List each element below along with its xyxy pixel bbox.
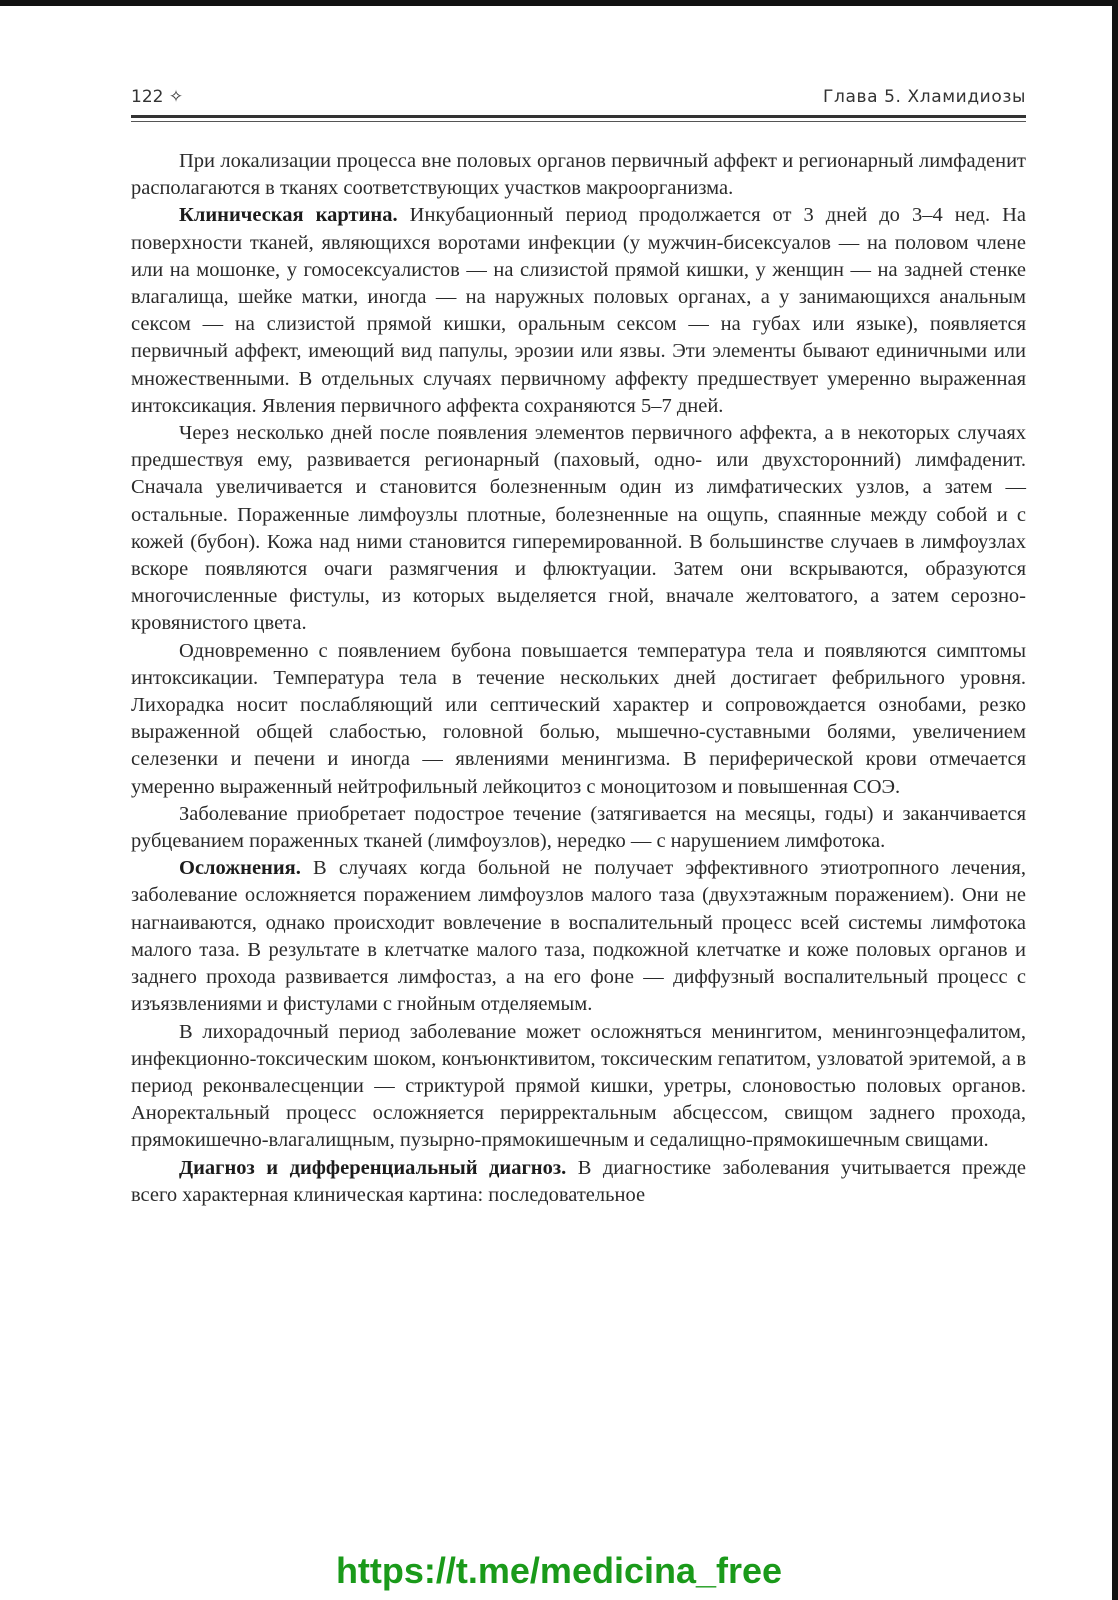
paragraph-lead: Клиническая картина. (179, 204, 398, 227)
paragraph-lead: Осложнения. (179, 857, 301, 880)
telegram-link[interactable]: https://t.me/medicina_free (335, 1550, 783, 1591)
paragraph (131, 148, 1026, 202)
paragraph-lead: Диагноз и дифференциальный диагноз. (179, 1156, 567, 1179)
page-body (131, 148, 1026, 1209)
paragraph-text: При локализации процесса вне половых органов первичный аффект и регионарный лимфаденит располагаются в тканях соответствующих участков макроорганизма. (131, 150, 1026, 200)
paragraph (131, 1155, 1026, 1209)
paragraph (131, 420, 1026, 638)
paragraph-text: Одновременно с появлением бубона повышается температура тела и появляются симптомы интоксикации. Температура тела в течение нескольких дней достигает фебрильного уровня. Лихорадка носит послабляющий или септический характер и сопровождается ознобами, резко выраженной общей слабостью, головной болью, мышечно-суставными болями, увеличением селезенки и печени и иногда — явлениями менингизма. В периферической крови отмечается умеренно выраженный нейтрофильный лейкоцитоз с моноцитозом и повышенная СОЭ. (131, 639, 1026, 798)
header-rule-thick (131, 115, 1026, 118)
paragraph-text: Инкубационный период продолжается от 3 дней до 3–4 нед. На поверхности тканей, являющихся воротами инфекции (у мужчин-бисексуалов — на половом члене или на мошонке, у гомосексуалистов — на слизистой прямой кишки, у женщин — на задней стенке влагалища, шейке матки, иногда — на наружных половых органах, а у занимающихся анальным сексом — на слизистой прямой кишки, оральным сексом — на губах или языке), появляется первичный аффект, имеющий вид папулы, эрозии или язвы. Эти элементы бывают единичными или множественными. В отдельных случаях первичному аффекту предшествует умеренно выраженная интоксикация. Явления первичного аффекта сохраняются 5–7 дней. (131, 204, 1026, 417)
paragraph-text: В лихорадочный период заболевание может осложняться менингитом, менингоэнцефалитом, инфекционно-токсическим шоком, конъюнктивитом, токсическим гепатитом, узловатой эритемой, а в период реконвалесценции — стриктурой прямой кишки, уретры, слоновостью половых органов. Аноректальный процесс осложняется перирректальным абсцессом, свищом заднего прохода, прямокишечно-влагалищным, пузырно-прямокишечным и седалищно-прямокишечным свищами. (131, 1020, 1026, 1152)
header-rule-thin (131, 121, 1026, 122)
page-number: 122 ✧ (131, 87, 184, 107)
paragraph (131, 1019, 1026, 1155)
running-header (131, 84, 1026, 114)
viewer-frame-right (1112, 0, 1118, 1600)
paragraph (131, 801, 1026, 855)
paragraph-text: В диагностике заболевания учитывается прежде всего характерная клиническая картина: последовательное (131, 1156, 1027, 1206)
paragraph-text: Заболевание приобретает подострое течение (затягивается на месяцы, годы) и заканчивается рубцеванием пораженных тканей (лимфоузлов), нередко — с нарушением лимфотока. (131, 802, 1026, 853)
paragraph (131, 855, 1026, 1018)
paragraph-text: Через несколько дней после появления элементов первичного аффекта, а в некоторых случаях предшествуя ему, развивается регионарный (паховый, одно- или двухсторонний) лимфаденит. Сначала увеличивается и становится болезненным один из лимфатических узлов, а затем — остальные. Пораженные лимфоузлы плотные, болезненные на ощупь, спаянные между собой и с кожей (бубон). Кожа над ними становится гиперемированной. В большинстве случаев в лимфоузлах вскоре появляются очаги размягчения и флюктуации. Затем они вскрываются, образуются многочисленные фистулы, из которых выделяется гной, вначале желтоватого, а затем серозно-кровянистого цвета. (131, 422, 1026, 635)
paragraph-text: В случаях когда больной не получает эффективного этиотропного лечения, заболевание осложняется поражением лимфоузлов малого таза (двухэтажным поражением). Они не нагнаиваются, однако происходит вовлечение в воспалительный процесс всей системы лимфотока малого таза. В результате в клетчатке малого таза, подкожной клетчатке и коже половых органов и заднего прохода развивается лимфостаз, а на его фоне — диффузный воспалительный процесс с изъязвлениями и фистулами с гнойным отделяемым. (131, 857, 1026, 1016)
chapter-title: Глава 5. Хламидиозы (823, 87, 1026, 107)
paragraph (131, 638, 1026, 801)
viewer-frame-top (0, 0, 1118, 6)
paragraph (131, 202, 1026, 420)
